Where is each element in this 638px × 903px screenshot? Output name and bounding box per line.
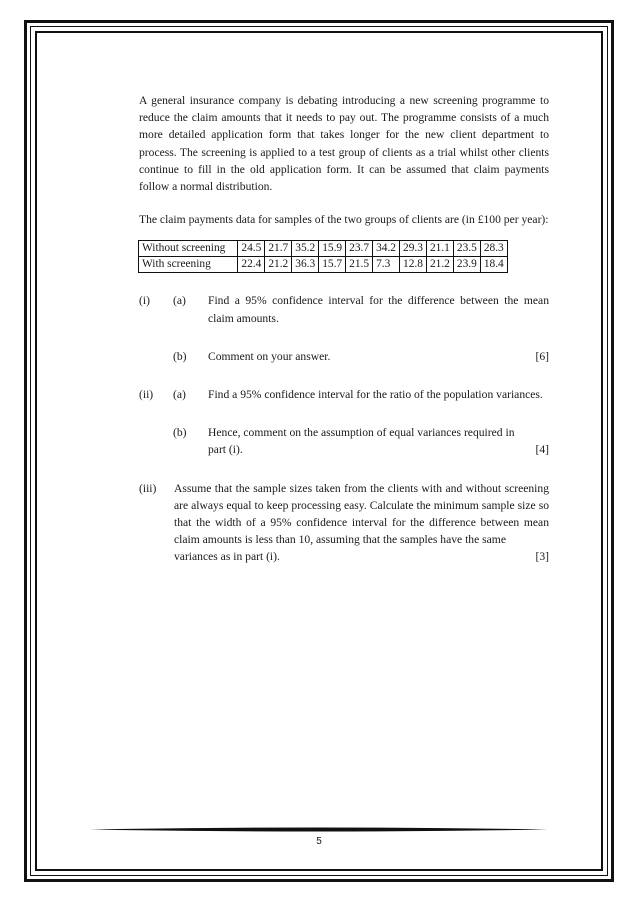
table-cell: 23.9 — [453, 257, 480, 273]
question-text: Assume that the sample sizes taken from the clients with and without screening are always equal to keep processing easy. Calculate the minimum sample size so that the width of a 95% confidence interval for the difference between mean claim amounts is less than 10, assuming that the samples have the same — [174, 481, 549, 547]
question-text: variances as in part (i). — [174, 550, 280, 564]
subpart-label: (b) — [173, 426, 187, 440]
table-cell: 12.8 — [400, 257, 427, 273]
question-ii-a — [139, 386, 549, 403]
question-text: part (i). — [208, 443, 243, 457]
row-label-without-screening: Without screening — [139, 241, 238, 257]
subpart-label: (a) — [173, 388, 186, 402]
intro-paragraph: A general insurance company is debating introducing a new screening programme to reduce the claim amounts that it needs to pay out. The programme consists of a much more detailed application form that takes longer for the new client department to process. The screening is applied to a test group of clients as a trial whilst other clients continue to fill in the old application form. It can be assumed that claim payments follow a normal distribution. — [139, 94, 549, 194]
table-cell: 21.2 — [426, 257, 453, 273]
question-text: Find a 95% confidence interval for the difference between the mean claim amounts. — [208, 294, 549, 325]
question-iii — [139, 480, 549, 566]
table-cell: 34.2 — [373, 241, 400, 257]
table-cell: 35.2 — [292, 241, 319, 257]
subpart-label: (a) — [173, 294, 186, 308]
table-cell: 21.2 — [265, 257, 292, 273]
table-cell: 36.3 — [292, 257, 319, 273]
question-text: Hence, comment on the assumption of equal variances required in — [208, 426, 515, 440]
question-text-line — [174, 548, 549, 565]
table-cell: 21.7 — [265, 241, 292, 257]
question-number: (iii) — [139, 481, 157, 495]
table-cell: 15.7 — [319, 257, 346, 273]
question-ii-b — [139, 424, 549, 458]
question-text-line — [208, 441, 549, 458]
page-content — [139, 92, 549, 566]
table-cell: 23.7 — [346, 241, 373, 257]
marks: [6] — [535, 349, 549, 363]
table-cell: 28.3 — [480, 241, 507, 257]
footer-rule — [90, 827, 548, 832]
table-cell: 22.4 — [238, 257, 265, 273]
question-text: Comment on your answer. — [208, 349, 331, 363]
question-i-a — [139, 292, 549, 326]
question-text: Find a 95% confidence interval for the ratio of the population variances. — [208, 388, 543, 402]
table-cell: 24.5 — [238, 241, 265, 257]
table-cell: 18.4 — [480, 257, 507, 273]
question-number: (i) — [139, 294, 150, 308]
table-row — [139, 241, 508, 257]
question-text-line — [208, 348, 549, 365]
claims-table — [138, 240, 508, 273]
table-cell: 7.3 — [373, 257, 400, 273]
table-cell: 21.1 — [426, 241, 453, 257]
subpart-label: (b) — [173, 349, 187, 363]
question-i-b — [139, 348, 549, 365]
table-cell: 23.5 — [453, 241, 480, 257]
table-cell: 29.3 — [400, 241, 427, 257]
page-number: 5 — [316, 836, 322, 847]
question-number: (ii) — [139, 388, 154, 402]
data-intro-paragraph: The claim payments data for samples of the two groups of clients are (in £100 per year): — [139, 213, 549, 227]
marks: [4] — [535, 443, 549, 457]
table-row — [139, 257, 508, 273]
row-label-with-screening: With screening — [139, 257, 238, 273]
table-cell: 21.5 — [346, 257, 373, 273]
table-cell: 15.9 — [319, 241, 346, 257]
marks: [3] — [535, 550, 549, 564]
